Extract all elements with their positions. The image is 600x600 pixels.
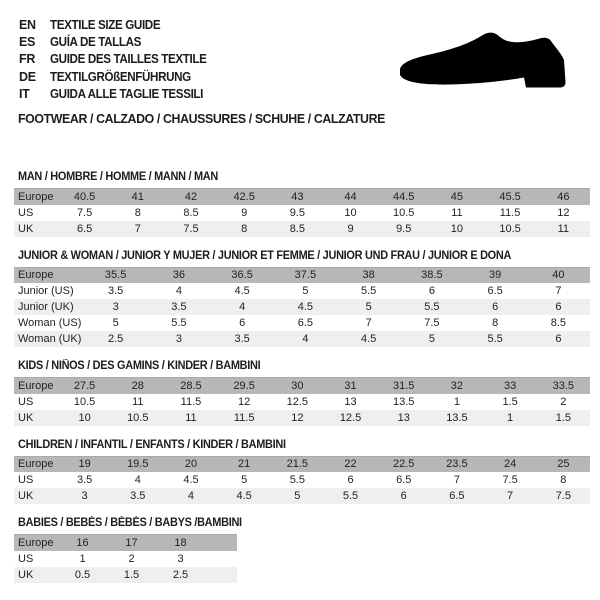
size-cell: 10 <box>344 206 357 219</box>
size-cell: 8 <box>241 222 248 235</box>
size-cell: 5 <box>112 317 119 329</box>
size-cell: 9 <box>241 206 248 219</box>
size-cell: 13.5 <box>393 395 415 408</box>
size-cell: 31.5 <box>393 379 415 392</box>
size-cell: 42.5 <box>233 190 255 203</box>
size-cell: 40 <box>552 269 565 282</box>
size-cell: 12 <box>238 395 251 408</box>
size-cell: 4 <box>239 301 246 313</box>
size-cell: 3.5 <box>130 490 146 502</box>
row-label: US <box>18 552 34 565</box>
size-cell: 44 <box>344 190 357 203</box>
size-cell: 16 <box>76 536 89 549</box>
table-header-row <box>14 378 590 394</box>
size-cell: 6.5 <box>297 317 314 329</box>
size-cell: 22.5 <box>393 458 415 471</box>
size-cell: 6 <box>400 490 407 502</box>
size-cell: 5.5 <box>342 490 359 502</box>
size-cell: 4.5 <box>297 301 314 313</box>
row-label: Europe <box>18 190 54 203</box>
spacer-cell <box>205 551 237 567</box>
size-cell: 6 <box>347 474 354 486</box>
size-cell: 0.5 <box>74 568 91 581</box>
table-header-row <box>14 456 590 472</box>
size-cell: 6 <box>555 301 562 313</box>
size-cell: 6.5 <box>76 222 93 235</box>
row-label: UK <box>18 490 34 502</box>
size-cell: 38.5 <box>421 269 443 282</box>
size-table <box>14 456 590 505</box>
section-title: BABIES / BEBÉS / BÉBÉS / BABYS /BAMBINI <box>18 517 242 529</box>
size-cell: 5 <box>365 301 372 313</box>
row-label: Europe <box>18 269 54 282</box>
table-header-row <box>14 535 237 551</box>
language-code: EN <box>19 18 36 32</box>
row-label: Europe <box>18 536 54 549</box>
size-section <box>0 517 600 583</box>
size-cell: 25 <box>557 458 570 471</box>
size-cell: 3 <box>177 552 184 565</box>
size-cell: 5.5 <box>360 285 377 297</box>
size-table <box>14 534 237 583</box>
size-cell: 8 <box>492 317 499 329</box>
size-cell: 45.5 <box>499 190 521 203</box>
size-section <box>0 171 600 237</box>
size-cell: 5.5 <box>487 333 503 345</box>
section-title: MAN / HOMBRE / HOMME / MANN / MAN <box>18 171 218 183</box>
size-cell: 13 <box>344 395 357 408</box>
size-cell: 1 <box>79 552 86 565</box>
size-cell: 2 <box>128 552 135 565</box>
size-cell: 4 <box>175 285 182 297</box>
table-row <box>14 331 590 347</box>
table-row <box>14 394 590 410</box>
size-cell: 38 <box>362 269 375 282</box>
size-cell: 12 <box>557 206 570 219</box>
size-cell: 3.5 <box>234 333 250 345</box>
size-cell: 8.5 <box>550 317 567 329</box>
size-cell: 11 <box>557 222 570 235</box>
table-row <box>14 567 237 583</box>
size-cell: 11.5 <box>180 395 202 408</box>
size-cell: 10 <box>450 222 464 235</box>
language-title: TEXTILGRÖßENFÜHRUNG <box>50 69 191 84</box>
size-table <box>14 377 590 426</box>
size-cell: 3.5 <box>76 474 93 486</box>
size-cell: 12.5 <box>286 395 309 408</box>
row-label: Europe <box>18 379 54 392</box>
size-cell: 7.5 <box>76 206 93 219</box>
size-cell: 3.5 <box>171 301 187 313</box>
size-cell: 7 <box>134 222 141 235</box>
size-cell: 13 <box>397 411 410 424</box>
table-row <box>14 315 590 331</box>
spacer-cell <box>205 535 237 551</box>
size-cell: 1.5 <box>123 568 140 581</box>
size-section <box>0 360 600 426</box>
language-row <box>19 87 218 104</box>
size-cell: 7 <box>507 490 514 502</box>
size-cell: 36 <box>172 269 185 282</box>
size-cell: 12 <box>291 411 304 424</box>
row-label: UK <box>18 222 34 235</box>
size-cell: 44.5 <box>393 190 415 203</box>
size-cell: 10.5 <box>73 395 96 408</box>
size-section <box>0 250 600 348</box>
size-cell: 7.5 <box>183 222 199 235</box>
language-code: FR <box>19 52 36 67</box>
size-cell: 31 <box>344 379 357 392</box>
size-cell: 10.5 <box>393 206 415 219</box>
size-cell: 2.5 <box>172 568 189 581</box>
row-label: US <box>18 474 34 486</box>
size-cell: 21.5 <box>286 458 309 471</box>
language-title: TEXTILE SIZE GUIDE <box>50 18 161 32</box>
table-row <box>14 488 590 504</box>
size-cell: 3 <box>112 301 119 313</box>
language-title-block <box>19 18 218 104</box>
size-cell: 11.5 <box>499 206 521 219</box>
language-title: GUIDE DES TAILLES TEXTILE <box>50 52 207 67</box>
size-cell: 11 <box>185 411 197 424</box>
size-cell: 7 <box>453 474 460 486</box>
size-cell: 3 <box>81 490 88 502</box>
size-cell: 10.5 <box>499 222 521 235</box>
size-cell: 19.5 <box>127 458 149 471</box>
row-label: UK <box>18 411 34 424</box>
size-cell: 28 <box>131 379 144 392</box>
size-cell: 45 <box>450 190 464 203</box>
size-cell: 6.5 <box>487 285 503 297</box>
size-cell: 1 <box>453 395 460 408</box>
size-cell: 7 <box>555 285 562 297</box>
language-title: GUÍA DE TALLAS <box>50 35 142 50</box>
size-cell: 7 <box>365 317 372 329</box>
section-title: JUNIOR & WOMAN / JUNIOR Y MUJER / JUNIOR ET FEMME / JUNIOR UND FRAU / JUNIOR E DONA <box>18 249 512 262</box>
size-cell: 35.5 <box>104 269 127 282</box>
row-label: UK <box>18 568 34 581</box>
table-header-row <box>14 189 590 205</box>
table-row <box>14 299 590 315</box>
section-title: CHILDREN / INFANTIL / ENFANTS / KINDER / BAMBINI <box>18 438 286 451</box>
size-cell: 42 <box>184 190 198 203</box>
table-row <box>14 283 590 299</box>
size-section <box>0 439 600 505</box>
size-cell: 27.5 <box>73 379 96 392</box>
size-cell: 12.5 <box>339 411 362 424</box>
size-cell: 29.5 <box>233 379 255 392</box>
size-cell: 4 <box>302 333 309 345</box>
category-line: FOOTWEAR / CALZADO / CHAUSSURES / SCHUHE / CALZATURE <box>18 111 385 126</box>
size-table <box>14 267 590 348</box>
size-cell: 23.5 <box>446 458 468 471</box>
size-cell: 5 <box>428 333 435 345</box>
size-cell: 41 <box>131 190 144 203</box>
row-label: US <box>18 206 34 219</box>
size-cell: 4.5 <box>360 333 377 345</box>
size-cell: 28.5 <box>180 379 202 392</box>
shoe-icon <box>398 29 570 93</box>
size-cell: 3 <box>175 333 182 345</box>
size-cell: 9.5 <box>289 206 305 219</box>
size-cell: 40.5 <box>73 190 96 203</box>
size-cell: 5.5 <box>171 317 187 329</box>
size-cell: 6.5 <box>396 474 412 486</box>
language-row <box>19 35 218 52</box>
language-code: ES <box>19 35 36 50</box>
language-code: IT <box>19 86 30 101</box>
size-cell: 8.5 <box>289 222 305 235</box>
size-cell: 5 <box>302 285 309 297</box>
row-label: Woman (US) <box>18 317 82 329</box>
size-cell: 4 <box>134 474 141 486</box>
size-cell: 21 <box>238 458 251 471</box>
size-cell: 1.5 <box>502 395 518 408</box>
size-cell: 24 <box>503 458 517 471</box>
size-cell: 4.5 <box>234 285 250 297</box>
section-title: KIDS / NIÑOS / DES GAMINS / KINDER / BAMBINI <box>18 360 261 372</box>
size-cell: 5 <box>294 490 301 502</box>
table-row <box>14 472 590 488</box>
language-row <box>19 52 218 69</box>
size-cell: 30 <box>291 379 304 392</box>
size-cell: 8 <box>560 474 567 486</box>
size-cell: 4.5 <box>183 474 199 486</box>
size-cell: 2.5 <box>107 333 124 345</box>
size-cell: 1.5 <box>555 411 571 424</box>
table-row <box>14 205 590 221</box>
size-table <box>14 188 590 237</box>
size-cell: 10 <box>78 411 91 424</box>
size-cell: 5.5 <box>424 301 440 313</box>
language-title: GUIDA ALLE TAGLIE TESSILI <box>50 86 204 101</box>
size-cell: 7.5 <box>502 474 518 486</box>
row-label: Europe <box>18 458 54 471</box>
row-label: US <box>18 395 34 408</box>
size-cell: 18 <box>174 536 187 549</box>
size-tables <box>0 171 600 596</box>
row-label: Junior (US) <box>18 285 74 297</box>
language-code: DE <box>19 69 36 84</box>
table-row <box>14 410 590 426</box>
table-row <box>14 221 590 237</box>
language-row <box>19 18 218 35</box>
size-cell: 6 <box>239 317 246 329</box>
row-label: Woman (UK) <box>18 333 82 345</box>
size-cell: 7.5 <box>424 317 440 329</box>
size-cell: 6.5 <box>449 490 465 502</box>
size-cell: 4 <box>187 490 195 502</box>
language-row <box>19 70 218 87</box>
size-cell: 9 <box>347 222 354 235</box>
table-header-row <box>14 267 590 283</box>
size-cell: 11 <box>451 206 463 219</box>
size-cell: 1 <box>507 411 514 424</box>
size-cell: 19 <box>78 458 91 471</box>
size-cell: 37.5 <box>294 269 317 282</box>
size-cell: 13.5 <box>446 411 468 424</box>
spacer-cell <box>205 567 237 583</box>
size-cell: 11.5 <box>233 411 255 424</box>
size-cell: 22 <box>344 458 357 471</box>
size-cell: 36.5 <box>231 269 253 282</box>
size-cell: 32 <box>450 379 464 392</box>
size-cell: 3.5 <box>107 285 124 297</box>
size-cell: 8.5 <box>183 206 199 219</box>
row-label: Junior (UK) <box>18 301 74 313</box>
table-row <box>14 551 237 567</box>
size-cell: 33.5 <box>552 379 575 392</box>
size-cell: 6 <box>492 301 499 313</box>
size-cell: 8 <box>134 206 141 219</box>
size-cell: 33 <box>503 379 517 392</box>
size-cell: 5.5 <box>289 474 305 486</box>
size-cell: 43 <box>291 190 304 203</box>
size-cell: 2 <box>560 395 567 408</box>
size-cell: 7.5 <box>555 490 571 502</box>
size-cell: 10.5 <box>127 411 149 424</box>
size-cell: 6 <box>555 333 562 345</box>
size-cell: 39 <box>489 269 502 282</box>
size-cell: 9.5 <box>396 222 412 235</box>
size-cell: 4.5 <box>236 490 252 502</box>
size-cell: 5 <box>241 474 248 486</box>
size-cell: 11 <box>132 395 144 408</box>
size-cell: 20 <box>184 458 198 471</box>
size-cell: 6 <box>428 285 435 297</box>
size-cell: 17 <box>125 536 138 549</box>
size-cell: 46 <box>557 190 570 203</box>
